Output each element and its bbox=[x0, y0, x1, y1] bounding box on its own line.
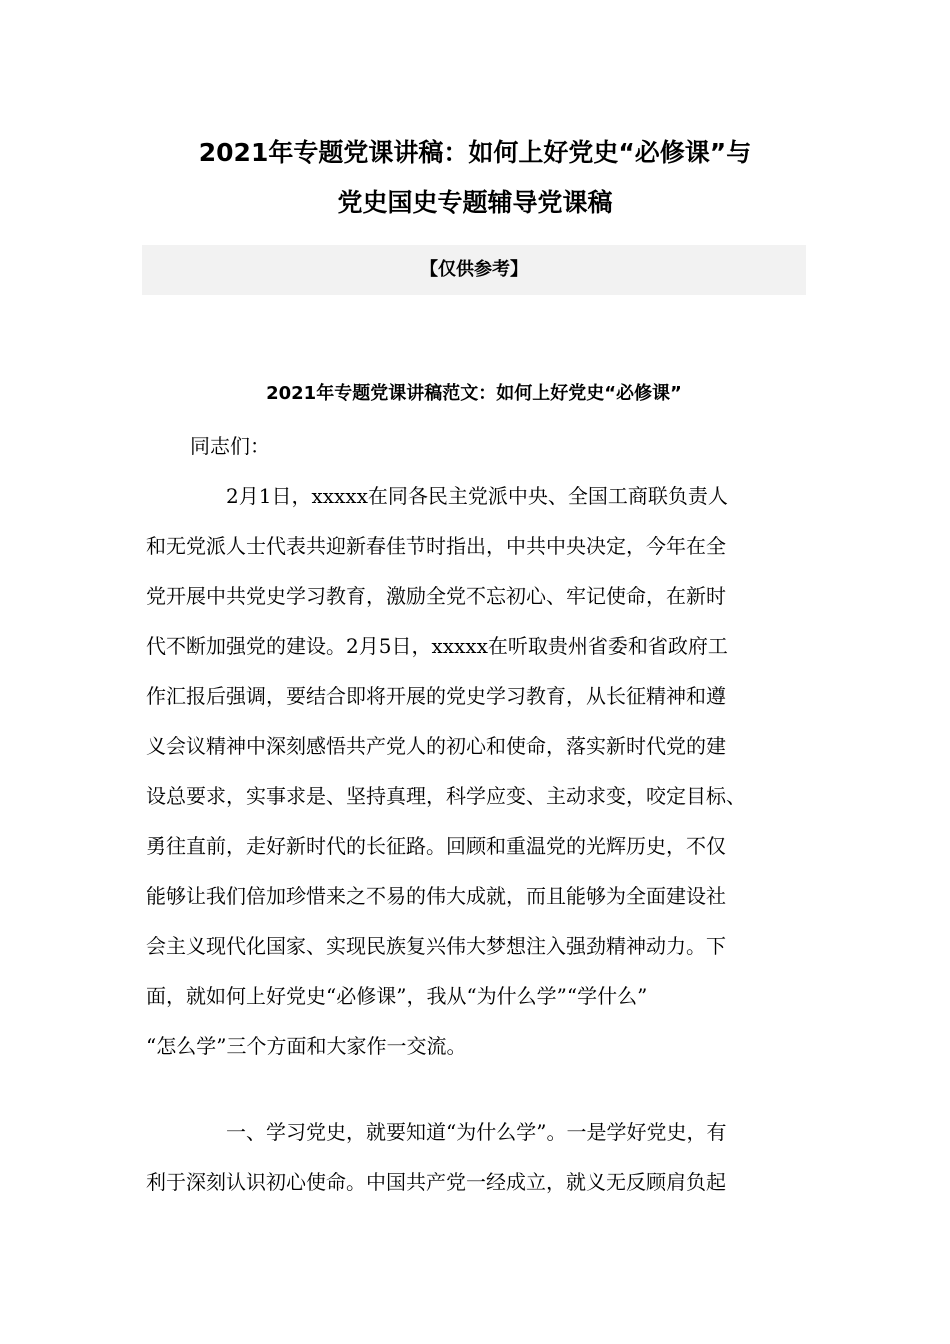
paragraph-line: 设总要求，实事求是、坚持真理，科学应变、主动求变，咬定目标、 bbox=[146, 784, 746, 808]
reference-banner bbox=[142, 245, 806, 295]
paragraph-line: “怎么学”三个方面和大家作一交流。 bbox=[146, 1034, 467, 1058]
paragraph-line: 党开展中共党史学习教育，激励全党不忘初心、牢记使命，在新时 bbox=[146, 584, 726, 608]
section-title: 2021年专题党课讲稿范文：如何上好党史“必修课” bbox=[266, 383, 682, 404]
paragraph-line: 和无党派人士代表共迎新春佳节时指出，中共中央决定，今年在全 bbox=[146, 534, 726, 558]
paragraph-line: 会主义现代化国家、实现民族复兴伟大梦想注入强劲精神动力。下 bbox=[146, 934, 726, 958]
paragraph-line: 2月1日，xxxxx在同各民主党派中央、全国工商联负责人 bbox=[226, 484, 728, 508]
paragraph-line: 义会议精神中深刻感悟共产党人的初心和使命，落实新时代党的建 bbox=[146, 734, 726, 758]
paragraph-line: 利于深刻认识初心使命。中国共产党一经成立，就义无反顾肩负起 bbox=[146, 1170, 726, 1194]
paragraph-line: 代不断加强党的建设。2月5日，xxxxx在听取贵州省委和省政府工 bbox=[146, 634, 728, 658]
document-title-line-1: 2021年专题党课讲稿：如何上好党史“必修课”与 bbox=[198, 138, 752, 167]
reference-label: 【仅供参考】 bbox=[420, 259, 528, 280]
paragraph-line: 面，就如何上好党史“必修课”，我从“为什么学”“学什么” bbox=[146, 984, 648, 1008]
paragraph-line: 勇往直前，走好新时代的长征路。回顾和重温党的光辉历史，不仅 bbox=[146, 834, 726, 858]
paragraph-line: 能够让我们倍加珍惜来之不易的伟大成就，而且能够为全面建设社 bbox=[146, 884, 726, 908]
paragraph-line: 一、学习党史，就要知道“为什么学”。一是学好党史，有 bbox=[226, 1120, 727, 1144]
paragraph-line: 作汇报后强调，要结合即将开展的党史学习教育，从长征精神和遵 bbox=[146, 684, 726, 708]
document-title-line-2: 党史国史专题辅导党课稿 bbox=[337, 188, 613, 217]
salutation: 同志们： bbox=[190, 434, 270, 458]
